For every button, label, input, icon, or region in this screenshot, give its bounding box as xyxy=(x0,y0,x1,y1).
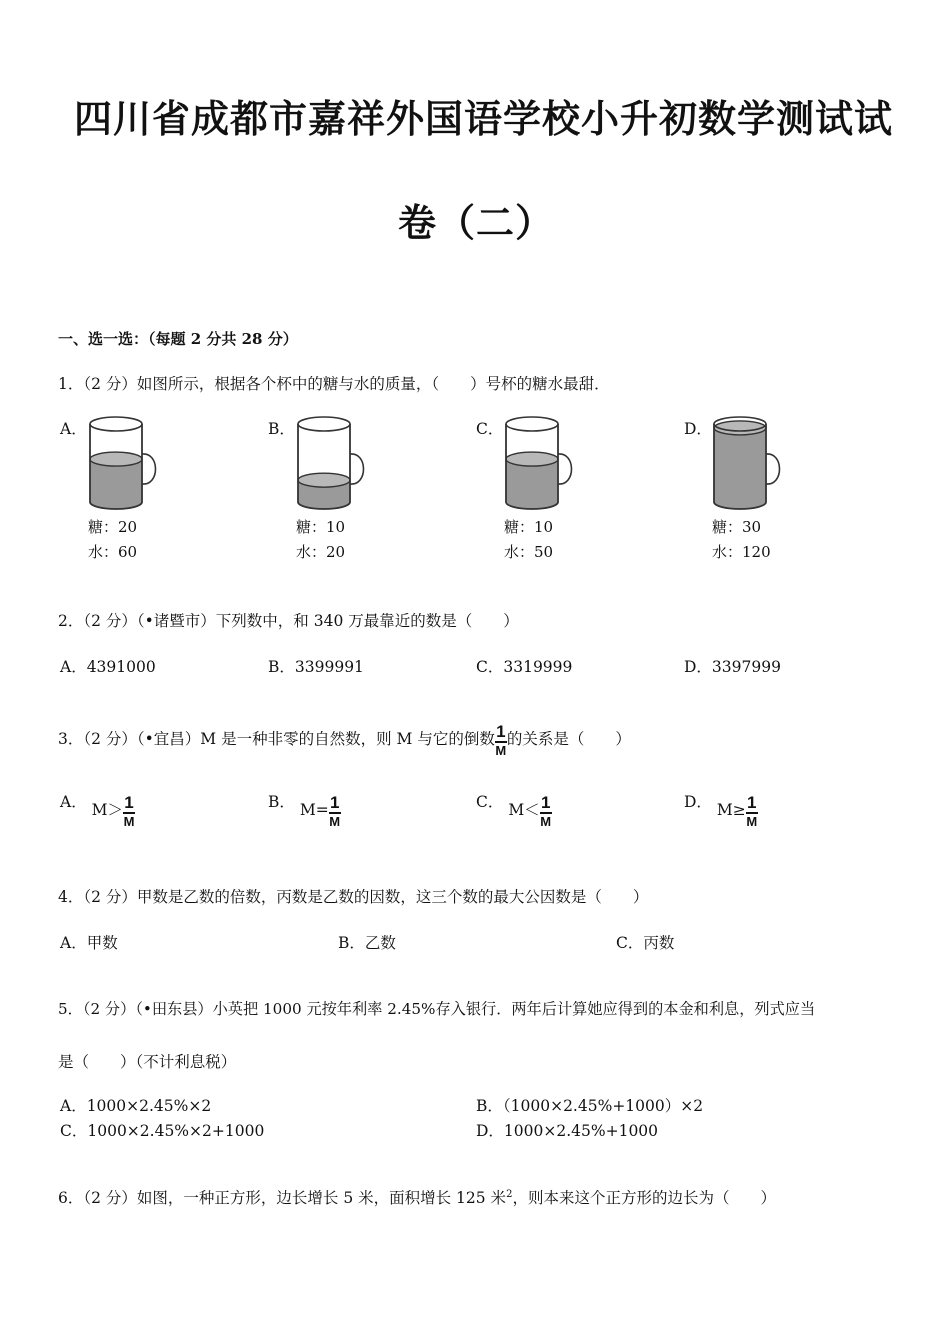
page-title-line2: 卷（二） xyxy=(398,201,555,245)
fraction-numerator: 1 xyxy=(124,793,134,812)
question-5-text-line2: 是（ ）（不计利息税） xyxy=(58,1053,237,1071)
question-4-text: 4．（2 分）甲数是乙数的倍数，丙数是乙数的因数，这三个数的最大公因数是（ ） xyxy=(58,888,649,906)
q6-text-after: ，则本来这个正方形的边长为（ ） xyxy=(512,1189,776,1207)
liquid-surface xyxy=(90,452,142,466)
cup-handle xyxy=(350,454,364,484)
fraction-numerator: 1 xyxy=(540,793,551,812)
fraction-denominator: M xyxy=(746,814,758,829)
q3-option-b-fraction xyxy=(329,794,341,828)
q4-option-b[interactable]: B．乙数 xyxy=(338,934,396,952)
cup-c-sugar: 糖：10 xyxy=(504,518,554,536)
q3-option-a-label: A． xyxy=(60,793,87,811)
q3-option-c-label: C． xyxy=(476,793,504,811)
fraction-numerator: 1 xyxy=(747,793,757,812)
q3-option-c[interactable] xyxy=(476,794,552,828)
q2-option-d[interactable]: D．3397999 xyxy=(684,658,781,676)
cup-handle xyxy=(142,454,156,484)
q3-reciprocal-fraction xyxy=(495,723,507,757)
cup-rim xyxy=(90,417,142,431)
cup-handle xyxy=(558,454,572,484)
liquid-surface xyxy=(714,421,766,435)
q6-text-before: 6．（2 分）如图，一种正方形，边长增长 5 米，面积增长 125 米 xyxy=(58,1189,507,1207)
cup-c-illustration xyxy=(500,414,580,514)
cup-a-sugar: 糖：20 xyxy=(88,518,138,536)
q2-option-b[interactable]: B．3399991 xyxy=(268,658,364,676)
cup-d-illustration xyxy=(708,414,788,514)
question-2-text: 2．（2 分）（•诸暨市）下列数中，和 340 万最靠近的数是（ ） xyxy=(58,612,519,630)
fraction-denominator: M xyxy=(495,743,507,758)
cup-rim xyxy=(298,417,350,431)
q4-option-a[interactable]: A．甲数 xyxy=(60,934,118,952)
cup-rim xyxy=(506,417,558,431)
cup-a-illustration xyxy=(84,414,164,514)
fraction-denominator: M xyxy=(123,814,135,829)
q2-option-a[interactable]: A．4391000 xyxy=(60,658,156,676)
q5-option-a[interactable]: A．1000×2.45%×2 xyxy=(60,1097,212,1115)
q3-option-c-expr: M＜ xyxy=(508,801,540,819)
q5-option-d[interactable]: D．1000×2.45%+1000 xyxy=(476,1122,659,1140)
fraction-numerator: 1 xyxy=(496,722,506,741)
page-title: 四川省成都市嘉祥外国语学校小升初数学测试试 xyxy=(74,97,894,141)
q1-option-b-label: B． xyxy=(268,420,295,438)
q3-option-d-fraction xyxy=(746,794,758,828)
q4-option-c[interactable]: C．丙数 xyxy=(616,934,675,952)
liquid-body xyxy=(714,428,766,509)
q1-option-a-label: A． xyxy=(60,420,87,438)
q3-option-d-label: D． xyxy=(684,793,712,811)
q3-option-a-expr: M＞ xyxy=(91,801,124,819)
q3-option-d[interactable] xyxy=(684,794,758,828)
cup-b-sugar: 糖：10 xyxy=(296,518,346,536)
liquid-surface xyxy=(298,473,350,487)
q1-option-d-label: D． xyxy=(684,420,712,438)
cup-d-sugar: 糖：30 xyxy=(712,518,762,536)
q3-option-d-expr: M≥ xyxy=(716,801,746,819)
cup-c-water: 水：50 xyxy=(504,543,554,561)
q3-option-a[interactable] xyxy=(60,794,135,828)
q5-option-c[interactable]: C．1000×2.45%×2+1000 xyxy=(60,1122,265,1140)
question-3-text xyxy=(58,723,631,757)
fraction-denominator: M xyxy=(329,814,341,829)
question-1-text: 1．（2 分）如图所示，根据各个杯中的糖与水的质量，（ ）号杯的糖水最甜． xyxy=(58,375,610,393)
section-heading: 一、选一选：（每题 2 分共 28 分） xyxy=(58,330,298,348)
fraction-denominator: M xyxy=(540,814,552,829)
q3-option-a-fraction xyxy=(123,794,135,828)
cup-handle xyxy=(766,454,780,484)
cup-b-illustration xyxy=(292,414,372,514)
q1-option-c-label: C． xyxy=(476,420,504,438)
question-5-text-line1: 5．（2 分）（•田东县）小英把 1000 元按年利率 2.45%存入银行．两年后计算她应得到的本金和利息，列式应当 xyxy=(58,1000,816,1018)
q3-option-b-label: B． xyxy=(268,793,295,811)
q5-option-b[interactable]: B．（1000×2.45%+1000）×2 xyxy=(476,1097,704,1115)
q3-option-c-fraction xyxy=(540,794,552,828)
cup-a-water: 水：60 xyxy=(88,543,138,561)
q2-option-c[interactable]: C．3319999 xyxy=(476,658,573,676)
q3-text-after: 的关系是（ ） xyxy=(506,730,631,748)
liquid-surface xyxy=(506,452,558,466)
q3-option-b-expr: M= xyxy=(299,801,329,819)
question-6-text xyxy=(58,1186,776,1208)
q3-text-before: 3．（2 分）（•宜昌）M 是一种非零的自然数，则 M 与它的倒数 xyxy=(58,730,495,748)
q3-option-b[interactable] xyxy=(268,794,341,828)
cup-d-water: 水：120 xyxy=(712,543,771,561)
q6-superscript: 2 xyxy=(506,1188,513,1200)
fraction-numerator: 1 xyxy=(329,793,340,812)
cup-b-water: 水：20 xyxy=(296,543,346,561)
